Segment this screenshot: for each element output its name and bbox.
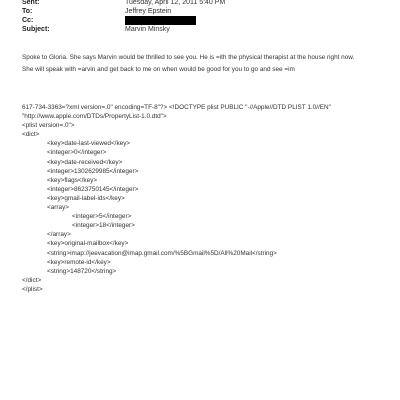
to-label: To: bbox=[22, 8, 33, 15]
cc-label: Cc: bbox=[22, 17, 34, 24]
xml-line: <plist version=.0"> bbox=[22, 122, 75, 130]
body-line: She will speak with =arvin and get back to me on when would be good for you to go and see =im bbox=[22, 65, 295, 73]
xml-line: <string>148720</string> bbox=[47, 267, 117, 275]
xml-line: 617-734-3363=?xml version=.0" encoding=TF-8"?> <!DOCTYPE plist PUBLIC "-//Apple//DTD PLIST 1.0//EN" bbox=[22, 104, 331, 111]
email-body bbox=[22, 52, 392, 75]
xml-line: </dict> bbox=[22, 276, 42, 284]
sent-label: Sent: bbox=[22, 0, 40, 6]
sent-value: Tuesday, April 12, 2011 5:40 PM bbox=[125, 0, 226, 6]
xml-line: <key>remote-id</key> bbox=[47, 258, 111, 266]
subject-value: Marvin Minsky bbox=[125, 26, 170, 33]
to-value: Jeffrey Epstein bbox=[125, 8, 172, 15]
xml-line: <string>imap://jeevacation@imap.gmail.com/%5BGmail%5D/All%20Mail</string> bbox=[47, 249, 277, 257]
subject-label: Subject: bbox=[22, 26, 50, 33]
xml-line: <array> bbox=[47, 204, 70, 212]
xml-line: <key>flags</key> bbox=[47, 176, 98, 184]
xml-line: </array> bbox=[47, 231, 71, 239]
redaction-bar bbox=[125, 16, 196, 25]
body-line: Spoke to Gloria. She says Marvin would be thrilled to see you. He is =ith the physical therapist at the house right now. bbox=[22, 54, 355, 61]
xml-line: <key>date-last-viewed</key> bbox=[47, 140, 131, 148]
xml-line: <dict> bbox=[22, 131, 40, 139]
plist-xml-block bbox=[22, 103, 392, 294]
xml-line: <key>original-mailbox</key> bbox=[47, 240, 129, 248]
xml-line: <integer>0</integer> bbox=[47, 149, 107, 157]
xml-line: "http://www.apple.com/DTDs/PropertyList-1.0.dtd"> bbox=[22, 113, 167, 121]
xml-line: <integer>1302629985</integer> bbox=[47, 167, 139, 175]
xml-line: <key>gmail-label-ids</key> bbox=[47, 194, 125, 202]
xml-line: </plist> bbox=[22, 285, 43, 293]
xml-line: <integer>8623750145</integer> bbox=[47, 185, 139, 193]
xml-line: <integer>5</integer> bbox=[72, 213, 132, 221]
xml-line: <integer>18</integer> bbox=[72, 222, 135, 230]
xml-line: <key>date-received</key> bbox=[47, 158, 123, 166]
